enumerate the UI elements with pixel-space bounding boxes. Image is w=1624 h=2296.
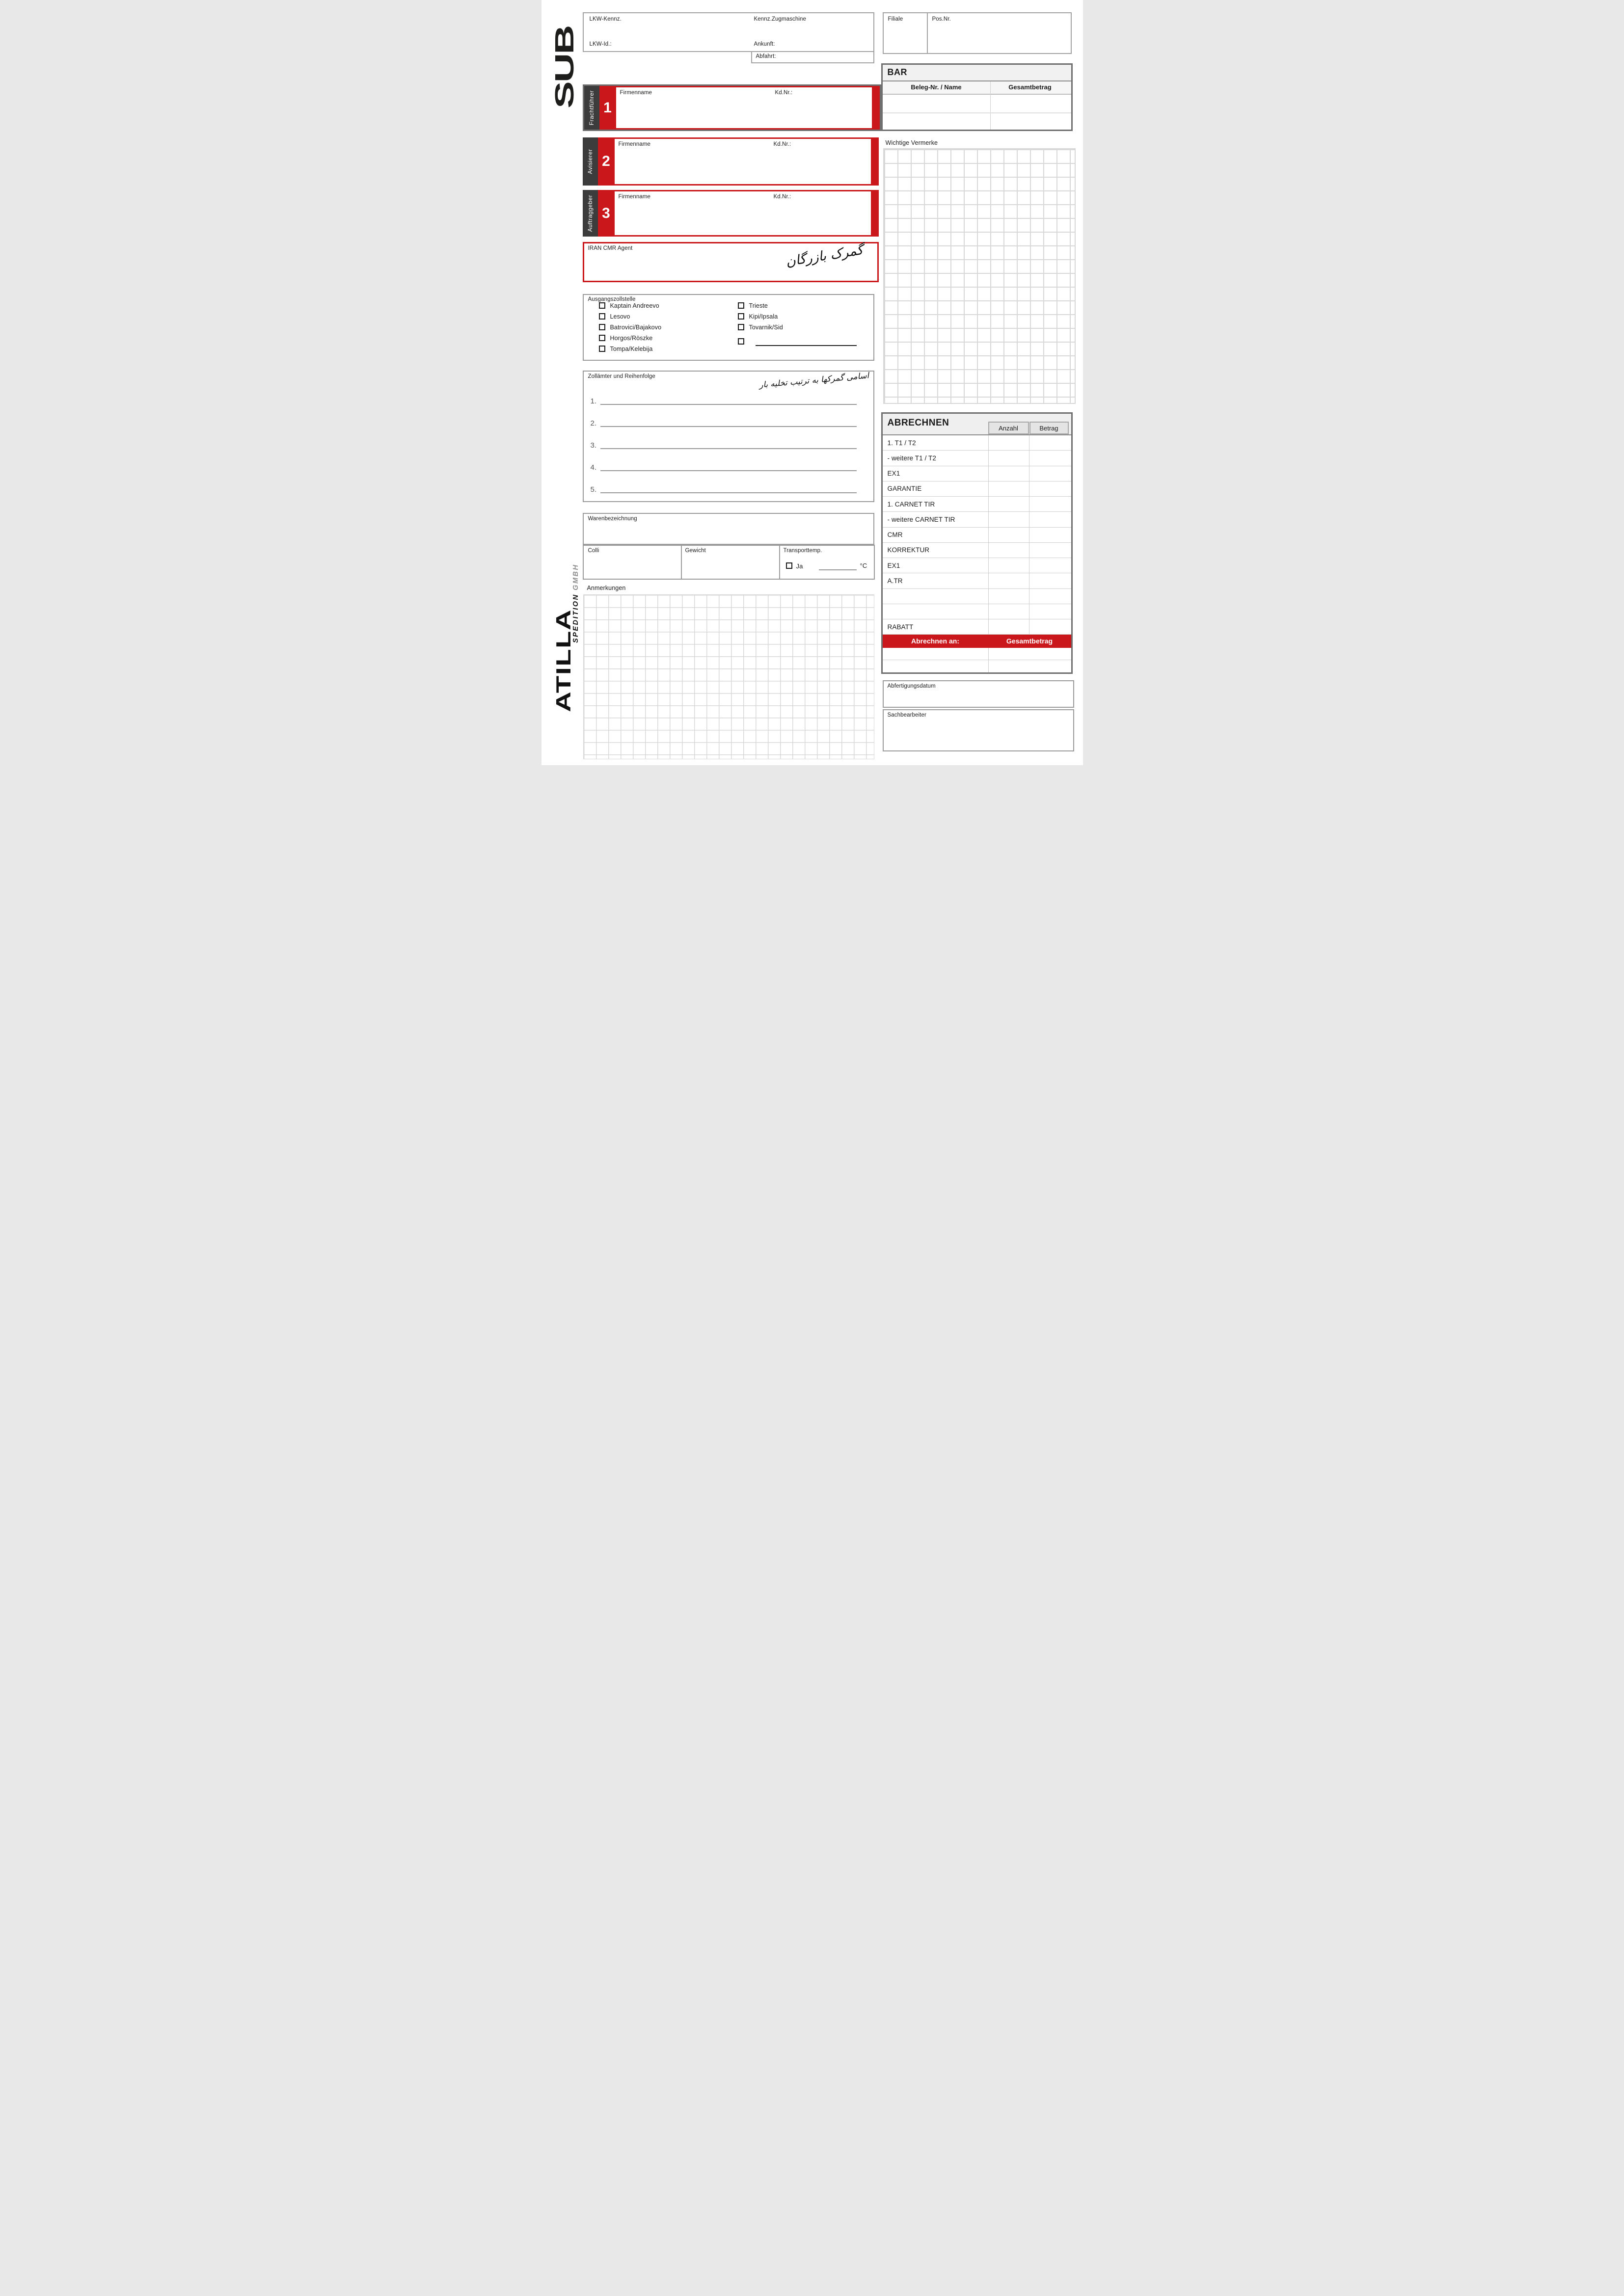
bar-col-beleg: Beleg-Nr. / Name (911, 83, 962, 91)
checkbox-lesovo[interactable] (599, 313, 605, 320)
abrechnen-row[interactable] (883, 528, 1071, 543)
auftraggeber-entry-area[interactable] (615, 191, 871, 235)
bar-title-band (883, 65, 1071, 81)
frachtfuehrer-entry-area[interactable] (616, 87, 872, 128)
spedition-text: SPEDITION (571, 590, 580, 643)
bar-row2-beleg-cell[interactable] (883, 113, 990, 130)
zollamt-line-2[interactable] (600, 426, 857, 427)
auftraggeber-number: 3 (602, 205, 610, 221)
abrechnen-row[interactable] (883, 466, 1071, 481)
frachtfuehrer-frame (583, 84, 881, 131)
celsius-label: °C (860, 562, 867, 569)
abrechnen-row[interactable] (883, 451, 1071, 466)
transporttemp-ja-label: Ja (796, 562, 803, 570)
abrechnen-row[interactable] (883, 558, 1071, 573)
ausgangszollstelle-title: Ausgangszollstelle (588, 296, 636, 302)
row-label-carnet-tir: 1. CARNET TIR (887, 500, 935, 508)
iran-cmr-agent-box[interactable] (583, 242, 879, 282)
frachtfuehrer-firmenname-label: Firmenname (620, 90, 652, 96)
bar-row2-gesamt-cell[interactable] (991, 113, 1070, 130)
colli-label: Colli (588, 548, 599, 554)
checkbox-tompa-kelebija[interactable] (599, 346, 605, 352)
abrechnen-header (883, 414, 1071, 435)
abrechnen-an-row2[interactable] (883, 660, 1071, 672)
avisierer-entry-area[interactable] (615, 139, 871, 184)
abfertigungsdatum-box[interactable] (883, 680, 1074, 708)
atilla-logo-text: ATILLA (551, 609, 575, 712)
label-trieste: Trieste (749, 302, 768, 309)
zollaemter-title: Zollämter und Reihenfolge (588, 374, 655, 379)
iran-handwriting: گمرک بازرگان (785, 242, 864, 270)
auftraggeber-red-zone (598, 190, 879, 237)
ausgangszollstelle-box (583, 294, 874, 361)
row-label-weitere-carnet-tir: - weitere CARNET TIR (887, 515, 955, 523)
label-tompa-kelebija: Tompa/Kelebija (610, 346, 653, 352)
betrag-column-divider (1029, 435, 1030, 635)
iran-cmr-agent-label: IRAN CMR Agent (588, 245, 633, 251)
bar-row1-gesamt-cell[interactable] (991, 95, 1070, 112)
abfahrt-box[interactable] (751, 51, 874, 63)
filiale-field[interactable] (885, 24, 926, 51)
abrechnen-row[interactable] (883, 497, 1071, 512)
avisierer-number: 2 (602, 153, 610, 169)
atilla-logo (551, 582, 575, 712)
zollamt-line-3[interactable] (600, 448, 857, 449)
frachtfuehrer-role-label: Frachtführer (588, 90, 595, 126)
vermerke-title: Wichtige Vermerke (885, 139, 938, 146)
posnr-label: Pos.Nr. (932, 16, 951, 22)
transporttemp-label: Transporttemp. (783, 548, 822, 554)
row-label-korrektur: KORREKTUR (887, 546, 930, 554)
spedition-gmbh-label (572, 541, 580, 643)
line4-number: 4. (590, 463, 597, 472)
transporttemp-value-line[interactable] (819, 569, 857, 570)
line2-number: 2. (590, 419, 597, 427)
sub-logo-text: SUB (549, 26, 579, 108)
avisierer-role-strip (583, 137, 598, 186)
checkbox-kipi-ipsala[interactable] (738, 313, 744, 320)
row-label-ex1-2: EX1 (887, 561, 900, 569)
lkw-kennz-field[interactable] (589, 24, 746, 39)
kennz-zugmaschine-field[interactable] (753, 24, 866, 39)
lkw-kennz-label: LKW-Kennz. (589, 16, 622, 22)
frachtfuehrer-red-zone (599, 86, 880, 130)
filiale-posnr-box (883, 12, 1072, 54)
row-label-t1t2: 1. T1 / T2 (887, 439, 916, 447)
label-batrovici-bajakovo: Batrovici/Bajakovo (610, 324, 662, 331)
zollaemter-box (583, 371, 874, 502)
row-label-garantie: GARANTIE (887, 485, 922, 493)
checkbox-horgos-roeszke[interactable] (599, 335, 605, 341)
bar-column-header (883, 81, 1071, 95)
gewicht-label: Gewicht (685, 548, 706, 554)
filiale-label: Filiale (888, 16, 903, 22)
abfahrt-label: Abfahrt: (756, 53, 776, 59)
abrechnen-rows (883, 435, 1071, 635)
ankunft-label: Ankunft: (754, 41, 775, 47)
zollamt-line-5[interactable] (600, 492, 857, 493)
label-horgos-roeszke: Horgos/Röszke (610, 335, 653, 342)
kennz-zugmaschine-label: Kennz.Zugmaschine (754, 16, 807, 22)
sachbearbeiter-label: Sachbearbeiter (887, 712, 926, 718)
anmerkungen-grid[interactable] (583, 594, 874, 759)
sachbearbeiter-box[interactable] (883, 709, 1074, 751)
abrechnen-footer-band (883, 635, 1071, 648)
vermerke-grid[interactable] (883, 148, 1076, 404)
posnr-field[interactable] (930, 24, 1068, 51)
abrechnen-box (881, 412, 1073, 674)
auftraggeber-kdnr-label: Kd.Nr.: (773, 194, 791, 200)
bar-box (881, 63, 1073, 131)
filiale-divider (927, 13, 928, 53)
frachtfuehrer-number: 1 (603, 99, 612, 116)
auftraggeber-block (583, 190, 879, 237)
warenbezeichnung-title: Warenbezeichnung (588, 516, 637, 522)
anmerkungen-title: Anmerkungen (587, 585, 626, 591)
abrechnen-row[interactable] (883, 573, 1071, 588)
gesamtbetrag-label: Gesamtbetrag (1006, 637, 1053, 645)
frachtfuehrer-role-strip (584, 86, 599, 130)
auftraggeber-role-label: Auftraggeber (586, 194, 594, 232)
betrag-label: Betrag (1039, 424, 1058, 432)
bar-title: BAR (887, 67, 907, 77)
abrechnen-row[interactable] (883, 589, 1071, 604)
other-zollstelle-line[interactable] (756, 345, 857, 346)
auftraggeber-role-strip (583, 190, 598, 237)
avisierer-red-zone (598, 137, 879, 186)
gewicht-transport-divider (779, 546, 780, 579)
row-label-atr: A.TR (887, 577, 903, 585)
avisierer-block (583, 137, 879, 186)
footer-column-divider (988, 648, 989, 672)
avisierer-role-label: Avisierer (586, 149, 594, 174)
betrag-header-cell (1029, 422, 1069, 434)
frachtfuehrer-kdnr-label: Kd.Nr.: (775, 90, 793, 96)
abrechnen-row[interactable] (883, 435, 1071, 451)
anzahl-column-divider (988, 435, 989, 635)
zollaemter-handwriting: اسامی گمرکها به ترتیب تخلیه بار (758, 371, 869, 390)
warenbezeichnung-box[interactable] (583, 513, 874, 545)
auftraggeber-firmenname-label: Firmenname (618, 194, 651, 200)
checkbox-tovarnik-sid[interactable] (738, 324, 744, 330)
label-kipi-ipsala: Kipi/Ipsala (749, 313, 778, 320)
bar-col-gesamt: Gesamtbetrag (1008, 83, 1052, 91)
label-kaptain-andreevo: Kaptain Andreevo (610, 302, 659, 309)
label-lesovo: Lesovo (610, 313, 630, 320)
abrechnen-title: ABRECHNEN (887, 418, 949, 428)
abrechnen-row[interactable] (883, 481, 1071, 497)
label-tovarnik-sid: Tovarnik/Sid (749, 324, 783, 331)
checkbox-trieste[interactable] (738, 302, 744, 309)
checkbox-kaptain-andreevo[interactable] (599, 302, 605, 309)
avisierer-kdnr-label: Kd.Nr.: (773, 141, 791, 147)
line1-number: 1. (590, 397, 597, 405)
abfertigungsdatum-label: Abfertigungsdatum (887, 683, 936, 689)
sub-form-page (541, 0, 1083, 765)
details-row (583, 545, 875, 580)
bar-row1-beleg-cell[interactable] (883, 95, 990, 112)
abrechnen-an-label: Abrechnen an: (911, 637, 959, 645)
row-label-ex1: EX1 (887, 470, 900, 478)
abrechnen-row[interactable] (883, 512, 1071, 527)
sub-logo (549, 14, 579, 108)
zollamt-line-4[interactable] (600, 470, 857, 471)
checkbox-other-zollstelle[interactable] (738, 338, 744, 345)
row-label-weitere-t1t2: - weitere T1 / T2 (887, 454, 936, 462)
colli-field[interactable] (585, 556, 680, 578)
lkw-id-label: LKW-Id.: (589, 41, 612, 47)
avisierer-firmenname-label: Firmenname (618, 141, 651, 147)
truck-header-box (583, 12, 874, 52)
abrechnen-row[interactable] (883, 619, 1071, 635)
line3-number: 3. (590, 441, 597, 450)
colli-gewicht-divider (681, 546, 682, 579)
anzahl-header-cell (988, 422, 1029, 434)
gewicht-field[interactable] (683, 556, 778, 578)
zollamt-line-1[interactable] (600, 404, 857, 405)
anzahl-label: Anzahl (999, 424, 1018, 432)
row-label-cmr: CMR (887, 531, 903, 539)
checkbox-batrovici-bajakovo[interactable] (599, 324, 605, 330)
row-label-rabatt: RABATT (887, 623, 914, 631)
gmbh-text: GMBH (571, 563, 580, 590)
abrechnen-row[interactable] (883, 604, 1071, 619)
abrechnen-an-row1[interactable] (883, 648, 1071, 660)
line5-number: 5. (590, 485, 597, 494)
abrechnen-row[interactable] (883, 543, 1071, 558)
transporttemp-ja-checkbox[interactable] (786, 562, 792, 569)
